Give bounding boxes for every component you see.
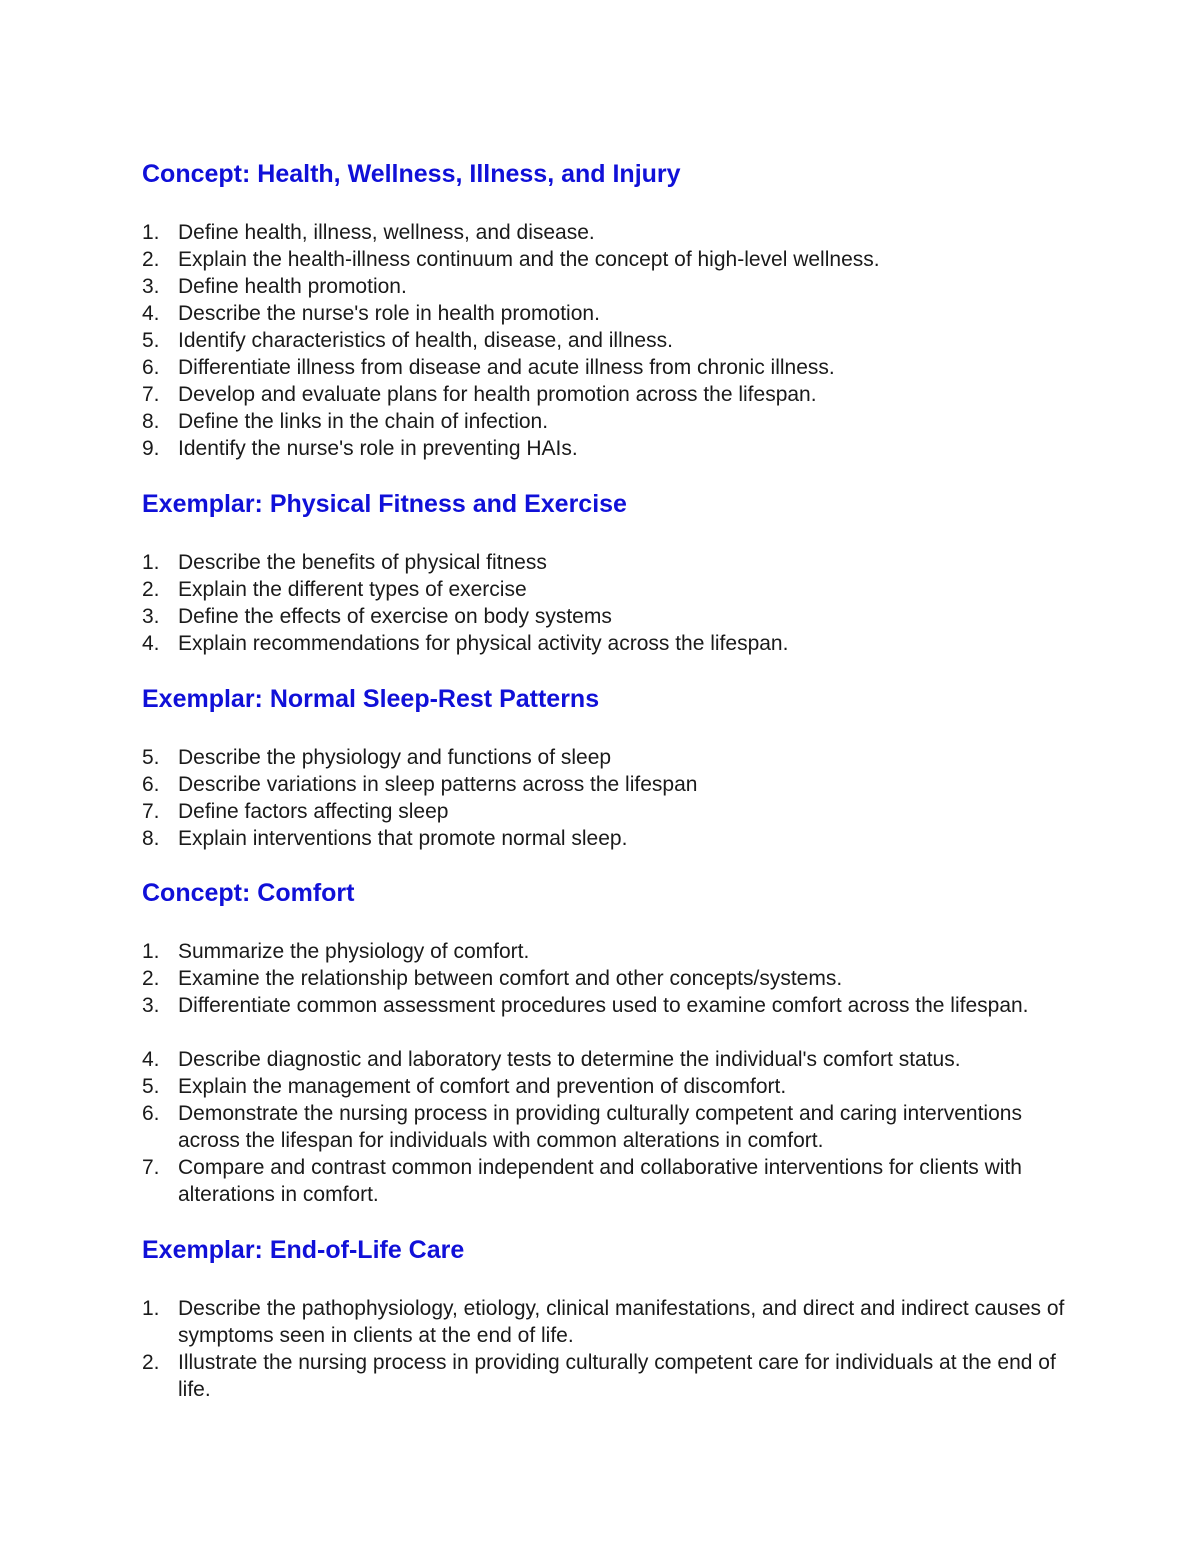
list-item-number: 4.: [142, 632, 160, 655]
list-item-text: Describe the nurse's role in health promotion.: [178, 302, 600, 325]
list-item-text: Describe the physiology and functions of sleep: [178, 746, 612, 769]
section-heading-physical-fitness: Exemplar: Physical Fitness and Exercise: [142, 490, 627, 518]
list-item-number: 3.: [142, 605, 160, 628]
list-item-text: Differentiate illness from disease and acute illness from chronic illness.: [178, 356, 835, 379]
list-item: [142, 381, 1082, 408]
list-item: [142, 1100, 1082, 1154]
list-item: [142, 549, 1082, 576]
list-item-text: Describe the pathophysiology, etiology, clinical manifestations, and direct and indirect causes of symptoms seen in clients at the end of life.: [178, 1297, 1065, 1347]
list-item-number: 2.: [142, 967, 160, 990]
list-item-text: Differentiate common assessment procedures used to examine comfort across the lifespan.: [178, 994, 1029, 1017]
list-item-number: 1.: [142, 221, 160, 244]
list-item-number: 4.: [142, 302, 160, 325]
list-item-text: Define factors affecting sleep: [178, 800, 449, 823]
list-item-text: Develop and evaluate plans for health promotion across the lifespan.: [178, 383, 817, 406]
list-item-text: Define the links in the chain of infection.: [178, 410, 549, 433]
list-item: [142, 219, 1082, 246]
list-item: [142, 1295, 1082, 1349]
list-item-number: 7.: [142, 383, 160, 406]
section-heading-comfort: Concept: Comfort: [142, 879, 355, 907]
list-item-text: Identify characteristics of health, disease, and illness.: [178, 329, 673, 352]
list-item-number: 2.: [142, 1351, 160, 1374]
section-heading-sleep-rest: Exemplar: Normal Sleep-Rest Patterns: [142, 685, 600, 713]
list-item: [142, 744, 1082, 771]
list-item-number: 3.: [142, 275, 160, 298]
list-item-text: Compare and contrast common independent and collaborative interventions for clients with alterations in comfort.: [178, 1156, 1022, 1206]
list-item: [142, 246, 1082, 273]
list-item-text: Demonstrate the nursing process in providing culturally competent and caring interventions across the lifespan for individuals with common alterations in comfort.: [178, 1102, 1022, 1152]
list-item-text: Explain the health-illness continuum and the concept of high-level wellness.: [178, 248, 880, 271]
list-item-text: Describe the benefits of physical fitness: [178, 551, 547, 574]
list-item: [142, 938, 1082, 965]
list-item: [142, 992, 1082, 1019]
list-item-text: Summarize the physiology of comfort.: [178, 940, 530, 963]
list-item-number: 6.: [142, 773, 160, 796]
list-item: [142, 1154, 1082, 1208]
list-item: [142, 1349, 1082, 1403]
list-item: [142, 576, 1082, 603]
list-item-number: 6.: [142, 356, 160, 379]
list-item-number: 1.: [142, 940, 160, 963]
list-item-number: 2.: [142, 578, 160, 601]
list-item-number: 5.: [142, 329, 160, 352]
list-item-text: Illustrate the nursing process in providing culturally competent care for individuals at the end of life.: [178, 1351, 1056, 1401]
list-item-number: 6.: [142, 1102, 160, 1125]
list-item-number: 8.: [142, 410, 160, 433]
list-item: [142, 354, 1082, 381]
list-item-number: 9.: [142, 437, 160, 460]
list-item: [142, 630, 1082, 657]
list-item-text: Describe diagnostic and laboratory tests to determine the individual's comfort status.: [178, 1048, 961, 1071]
list-item-number: 5.: [142, 746, 160, 769]
list-item-text: Identify the nurse's role in preventing HAIs.: [178, 437, 578, 460]
list-item-text: Explain interventions that promote normal sleep.: [178, 827, 628, 850]
list-item-number: 2.: [142, 248, 160, 271]
list-item: [142, 798, 1082, 825]
list-item-text: Define the effects of exercise on body systems: [178, 605, 612, 628]
list-item-text: Examine the relationship between comfort and other concepts/systems.: [178, 967, 843, 990]
list-item: [142, 603, 1082, 630]
list-item: [142, 771, 1082, 798]
list-item-number: 7.: [142, 800, 160, 823]
list-item-number: 5.: [142, 1075, 160, 1098]
list-item: [142, 1073, 1082, 1100]
list-item-text: Explain the different types of exercise: [178, 578, 527, 601]
list-item-text: Explain the management of comfort and prevention of discomfort.: [178, 1075, 787, 1098]
list-item: [142, 435, 1082, 462]
section-heading-health-wellness: Concept: Health, Wellness, Illness, and Injury: [142, 160, 681, 188]
list-item-number: 8.: [142, 827, 160, 850]
list-item: [142, 327, 1082, 354]
list-item-text: Define health promotion.: [178, 275, 407, 298]
section-heading-end-of-life: Exemplar: End-of-Life Care: [142, 1236, 465, 1264]
list-item-number: 7.: [142, 1156, 160, 1179]
list-item-text: Explain recommendations for physical activity across the lifespan.: [178, 632, 789, 655]
list-item-number: 1.: [142, 551, 160, 574]
list-item: [142, 408, 1082, 435]
list-item-number: 1.: [142, 1297, 160, 1320]
list-item-number: 4.: [142, 1048, 160, 1071]
list-item: [142, 300, 1082, 327]
list-item: [142, 825, 1082, 852]
list-item: [142, 1046, 1082, 1073]
list-item: [142, 273, 1082, 300]
list-item: [142, 965, 1082, 992]
list-item-number: 3.: [142, 994, 160, 1017]
list-item-text: Describe variations in sleep patterns across the lifespan: [178, 773, 698, 796]
list-item-text: Define health, illness, wellness, and disease.: [178, 221, 595, 244]
